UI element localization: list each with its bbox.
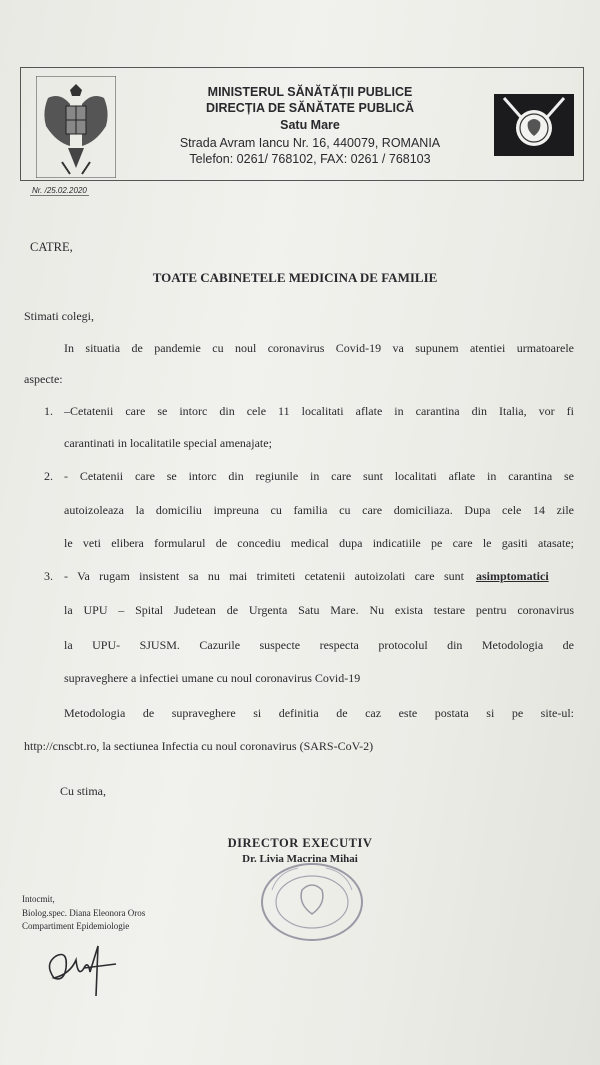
official-stamp-icon	[258, 860, 366, 944]
item-2-line-1: - Cetatenii care se intorc din regiunile in care sunt localitati aflate in carantina se	[64, 469, 574, 483]
item-number: 3.	[44, 569, 53, 583]
signatory-name: Dr. Livia Macrina Mihai	[242, 853, 358, 865]
directorate-name: DIRECȚIA DE SĂNĂTATE PUBLICĂ	[205, 101, 415, 115]
item-1-line-1: –Cetatenii care se intorc din cele 11 localitati aflate in carantina din Italia, vor fi	[64, 404, 574, 418]
item-3-line-4: supraveghere a infectiei umane cu noul coronavirus Covid-19	[64, 671, 361, 685]
reference-number: Nr. /25.02.2020	[32, 186, 87, 195]
item-number: 1.	[44, 404, 53, 418]
item-3-line-1: - Va rugam insistent sa nu mai trimiteti cetatenii autoizolati care sunt	[64, 569, 464, 583]
city-name: Satu Mare	[280, 118, 340, 132]
address: Strada Avram Iancu Nr. 16, 440079, ROMANIA	[179, 136, 441, 150]
prepared-by-department: Compartiment Epidemiologie	[22, 921, 130, 931]
item-3-line-2: la UPU – Spital Judetean de Urgenta Satu Mare. Nu exista testare pentru coronavirus	[64, 603, 574, 617]
methodology-link: http://cnscbt.ro, la sectiunea Infectia cu noul coronavirus (SARS-CoV-2)	[24, 739, 374, 753]
signatory-title: DIRECTOR EXECUTIV	[227, 836, 373, 850]
ministry-name: MINISTERUL SĂNĂTĂȚII PUBLICE	[207, 85, 413, 99]
recipient-label: CATRE,	[30, 240, 73, 254]
handwritten-signature-icon	[40, 938, 120, 1000]
romanian-coat-of-arms-icon	[36, 76, 116, 178]
item-2-line-2: autoizoleaza la domiciliu impreuna cu familia cu care domiciliaza. Dupa cele 14 zile	[64, 503, 574, 517]
phone-fax: Telefon: 0261/ 768102, FAX: 0261 / 768103	[189, 152, 431, 166]
methodology-line-1: Metodologia de supraveghere si definitia de caz este postata si pe site-ul:	[64, 706, 574, 720]
recipient: TOATE CABINETELE MEDICINA DE FAMILIE	[152, 270, 438, 285]
item-1-line-2: carantinati in localitatile special amenajate;	[64, 436, 272, 450]
item-number: 2.	[44, 469, 53, 483]
item-2-line-3: le veti elibera formularul de concediu medical dupa indicatiile pe care le gasiti atasate;	[64, 536, 574, 550]
prepared-by-label: Intocmit,	[22, 894, 55, 904]
intro-line-2: aspecte:	[24, 372, 63, 386]
item-3-emphasis: asimptomatici	[476, 569, 549, 583]
item-3-line-3: la UPU- SJUSM. Cazurile suspecte respecta protocolul din Metodologia de	[64, 638, 574, 652]
prepared-by-name: Biolog.spec. Diana Eleonora Oros	[22, 908, 146, 918]
public-health-logo-icon	[492, 92, 576, 158]
salutation: Stimati colegi,	[24, 309, 94, 323]
intro-line-1: In situatia de pandemie cu noul coronavirus Covid-19 va supunem atentiei urmatoarele	[64, 341, 574, 355]
closing: Cu stima,	[60, 784, 107, 798]
